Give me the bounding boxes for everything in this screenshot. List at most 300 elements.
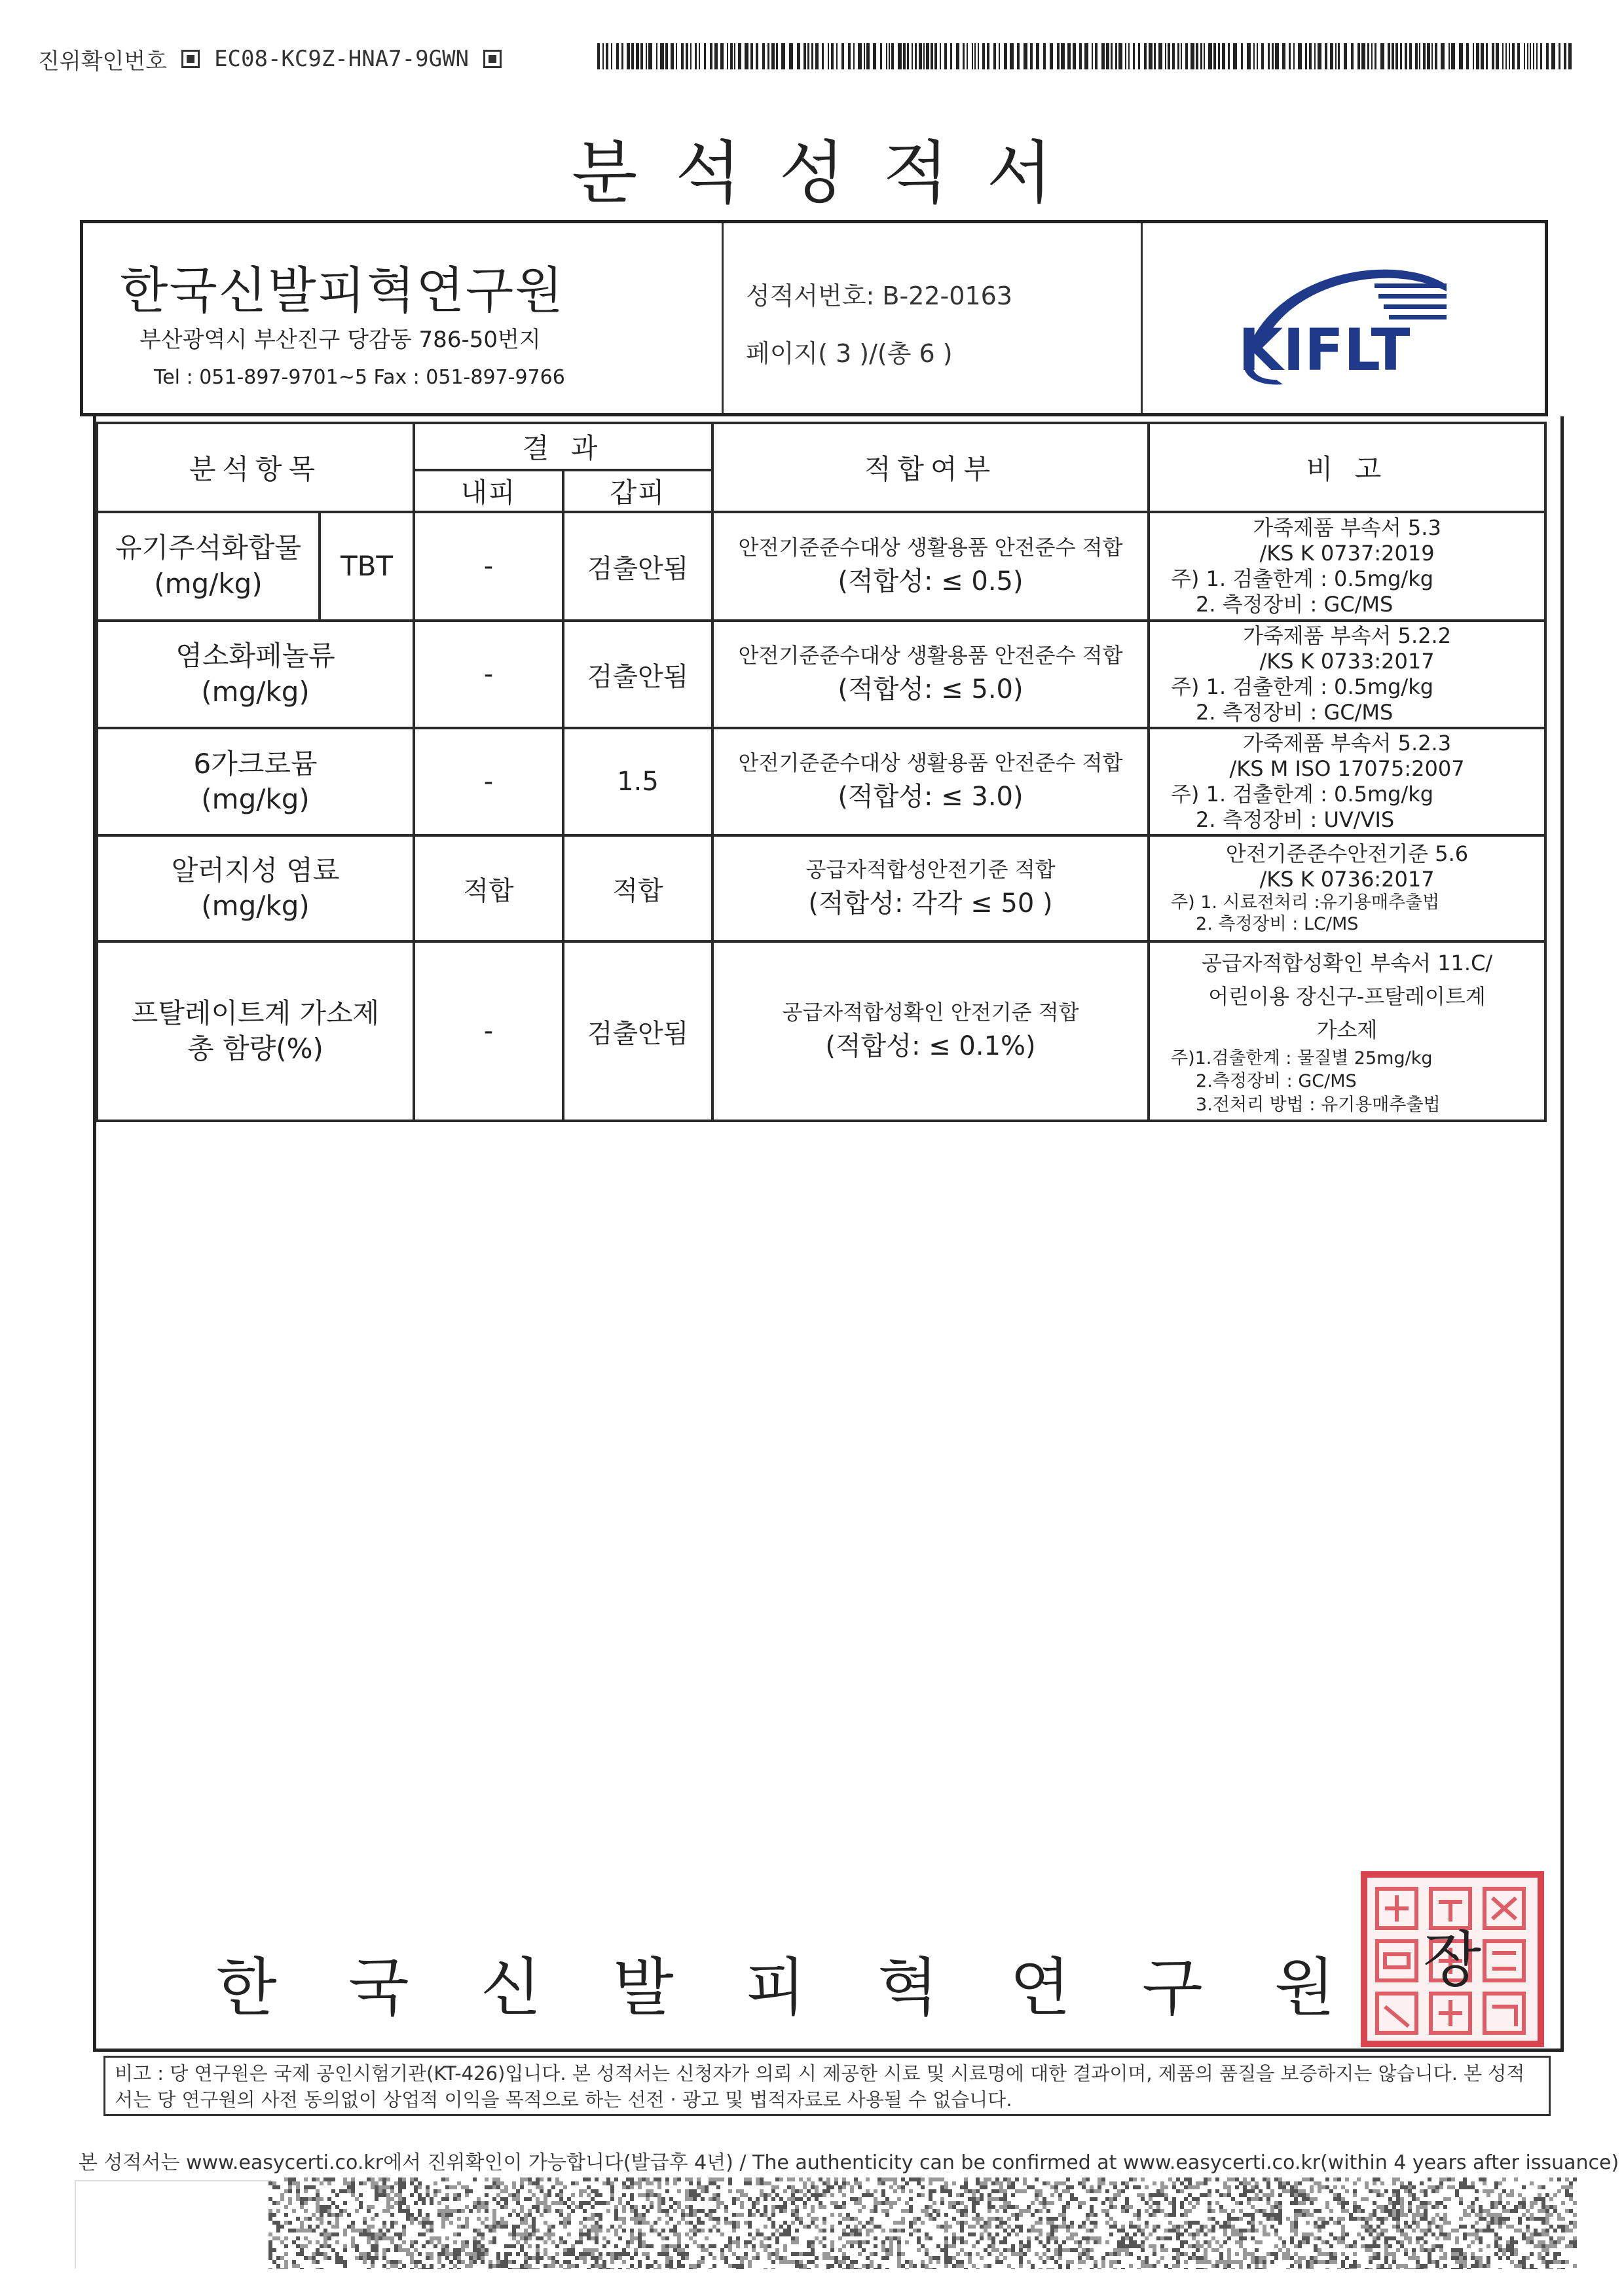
barcode-bar [903, 43, 906, 69]
institute-address: 부산광역시 부산진구 당감동 786-50번지 [139, 327, 541, 353]
barcode-bar [1392, 43, 1394, 69]
barcode-bar [898, 43, 902, 69]
barcode-bar [1092, 43, 1093, 69]
barcode-bar [738, 43, 741, 69]
barcode-bar [1067, 43, 1071, 69]
barcode-bar [1084, 43, 1088, 69]
results-table [96, 422, 1547, 1122]
barcode-bar [762, 43, 765, 69]
row-upper: 검출안됨 [563, 941, 712, 1121]
barcode-bar [886, 43, 887, 69]
signature-char: 연 [1010, 1951, 1071, 2024]
barcode-bar [1030, 43, 1033, 69]
row-item-text: 알러지성 염료 (mg/kg) [171, 854, 340, 922]
remark-line: 주) 1. 검출한계 : 0.5mg/kg [1171, 782, 1434, 807]
barcode-bar [967, 43, 968, 69]
barcode-bar [1036, 43, 1039, 69]
barcode-bar [1233, 43, 1237, 69]
barcode-bar [1261, 43, 1264, 69]
barcode-bar [1449, 43, 1450, 69]
row-item [97, 512, 320, 621]
barcode-bar [999, 43, 1000, 69]
barcode-bar [734, 43, 735, 69]
page-number: 페이지( 3 )/(총 6 ) [746, 339, 953, 368]
barcode-bar [912, 43, 913, 69]
barcode-bar [974, 43, 976, 69]
barcode-bar [710, 43, 712, 69]
barcode-bar [781, 43, 785, 69]
barcode-bar [1427, 43, 1430, 69]
barcode-bar [648, 43, 652, 69]
row-suitability [712, 728, 1149, 835]
barcode-bar [1344, 43, 1347, 69]
barcode-bar [640, 43, 643, 69]
remark-line: 주) 1. 검출한계 : 0.5mg/kg [1171, 566, 1434, 591]
barcode-bar [1158, 43, 1162, 69]
barcode-bar [822, 43, 824, 69]
remark-line: 주) 1. 시료전처리 :유기용매추출법 [1171, 892, 1440, 913]
disclaimer-note: 비고 : 당 연구원은 국제 공인시험기관(KT-426)입니다. 본 성적서는 신청자가 의뢰 시 제공한 시료 및 시료명에 대한 결과이며, 제품의 품질을 보증하지는 않습니다. 본 성적서는 당 연구원의 사전 동의없이 상업적 이익을 목적으로 하는 선전 · 광고 및 법적자료로 사용될 수 없습니다. [103, 2056, 1551, 2116]
barcode-bar [1371, 43, 1373, 69]
barcode-bar [831, 43, 834, 69]
row-item [97, 941, 414, 1121]
institute-block [83, 223, 724, 413]
authenticity-line: 본 성적서는 www.easycerti.co.kr에서 진위확인이 가능합니다(발급후 4년) / The authenticity can be confirmed at www.easycerti.co.kr(within 4 years after issuance) [79, 2151, 1619, 2174]
logo-text: KIFLT [1238, 316, 1411, 384]
header-result: 결 과 [414, 423, 712, 470]
barcode-bar [665, 43, 668, 69]
barcode-bar [836, 43, 838, 69]
barcode-bar [950, 43, 952, 69]
barcode-bar [660, 43, 664, 69]
signature-char: 발 [613, 1951, 674, 2024]
kiflt-logo [1224, 246, 1460, 396]
barcode-bar [972, 43, 973, 69]
barcode-bar [1530, 43, 1531, 69]
row-item [97, 728, 414, 835]
barcode-bar [1154, 43, 1156, 69]
barcode-bar [944, 43, 947, 69]
barcode-bar [1241, 43, 1243, 69]
barcode-bar [923, 43, 925, 69]
barcode-bar [993, 43, 996, 69]
barcode-bar [1272, 43, 1274, 69]
barcode-bar [1388, 43, 1390, 69]
verification-code: EC08-KC9Z-HNA7-9GWN [214, 46, 470, 72]
barcode-bar [1400, 43, 1402, 69]
barcode-bar [1559, 43, 1560, 69]
barcode-bar [627, 43, 630, 69]
row-suitability [712, 941, 1149, 1121]
barcode-bar [1318, 43, 1321, 69]
verification-line [38, 45, 516, 73]
certificate-number: 성적서번호: B-22-0163 [746, 282, 1012, 310]
barcode-bar [1357, 43, 1360, 69]
signature-char: 구 [1142, 1951, 1203, 2024]
row-upper: 1.5 [563, 728, 712, 835]
suitability-criterion: (적합성: ≤ 5.0) [838, 674, 1024, 705]
signature [216, 1938, 1407, 2028]
remark-line: 가소제 [1316, 1017, 1378, 1043]
barcode-bar [1533, 43, 1534, 69]
barcode-bar [771, 43, 775, 69]
barcode-bar [1546, 43, 1549, 69]
barcode-bar [1061, 43, 1065, 69]
signature-char: 피 [745, 1951, 806, 2024]
barcode-bar [1305, 43, 1307, 69]
barcode-bar [1004, 43, 1007, 69]
row-lining: 적합 [414, 835, 563, 941]
barcode-bar [616, 43, 619, 69]
signature-char: 국 [348, 1951, 409, 2024]
barcode-bar [750, 43, 753, 69]
table-row [97, 728, 1545, 835]
signature-char: 혁 [877, 1951, 938, 2024]
barcode-bar [1200, 43, 1202, 69]
barcode-bar [1133, 43, 1135, 69]
barcode-bar [1190, 43, 1194, 69]
barcode-bar [631, 43, 634, 69]
barcode-bar [956, 43, 959, 69]
remark-line: 가죽제품 부속서 5.2.3 [1242, 731, 1452, 756]
barcode-bar [704, 43, 706, 69]
barcode-bar [1149, 43, 1153, 69]
barcode-bar [767, 43, 769, 69]
barcode-bar [866, 43, 870, 69]
barcode-bar [1540, 43, 1542, 69]
barcode-bar [671, 43, 674, 69]
barcode-bar [1338, 43, 1340, 69]
barcode-bar [656, 43, 657, 69]
remark-line: /KS K 0736:2017 [1259, 867, 1435, 892]
header-box [80, 220, 1548, 416]
barcode-bar [1282, 43, 1285, 69]
barcode-bar [1405, 43, 1407, 69]
barcode-bar [907, 43, 909, 69]
square-icon [181, 50, 200, 68]
row-upper: 검출안됨 [563, 512, 712, 621]
barcode-bar [1435, 43, 1437, 69]
barcode-bar [1496, 43, 1499, 69]
remark-line: 공급자적합성확인 부속서 11.C/ [1201, 950, 1493, 975]
barcode-bar [676, 43, 677, 69]
barcode-bar [1536, 43, 1538, 69]
barcode-bar [1275, 43, 1279, 69]
suitability-criterion: (적합성: ≤ 0.1%) [825, 1031, 1036, 1062]
barcode-bar [695, 43, 697, 69]
barcode-bar [1172, 43, 1175, 69]
remark-line: 주) 1. 검출한계 : 0.5mg/kg [1171, 674, 1434, 700]
suitability-criterion: (적합성: 각각 ≤ 50 ) [808, 888, 1053, 919]
barcode-bar [611, 43, 612, 69]
verification-label: 진위확인번호 [38, 48, 168, 75]
logo-block [1143, 223, 1545, 413]
barcode-bar [690, 43, 692, 69]
barcode-bar [926, 43, 929, 69]
barcode-bar [776, 43, 778, 69]
row-suitability [712, 512, 1149, 621]
barcode-bar [797, 43, 800, 69]
security-pattern [268, 2178, 1577, 2269]
barcode-bar [686, 43, 688, 69]
suitability-criterion: (적합성: ≤ 3.0) [838, 782, 1024, 812]
suitability-text: 안전기준준수대상 생활용품 안전준수 적합 [738, 534, 1123, 560]
remark-line: /KS M ISO 17075:2007 [1229, 756, 1465, 782]
barcode-bar [803, 43, 806, 69]
row-item-text: 유기주석화합물 (mg/kg) [115, 532, 301, 600]
barcode-bar [1165, 43, 1166, 69]
institute-name: 한국신발피혁연구원 [120, 261, 564, 319]
barcode-bar [1208, 43, 1212, 69]
barcode-bar [1517, 43, 1520, 69]
barcode-bar [1375, 43, 1376, 69]
barcode-bar [636, 43, 639, 69]
row-lining: - [414, 941, 563, 1121]
barcode-bar [1024, 43, 1027, 69]
barcode-bar [1502, 43, 1504, 69]
barcode-bar [1395, 43, 1398, 69]
barcode-bar [1361, 43, 1365, 69]
barcode-bar [745, 43, 748, 69]
barcode-bar [1314, 43, 1316, 69]
barcode-bar [1043, 43, 1046, 69]
row-lining: - [414, 512, 563, 621]
barcode-bar [889, 43, 890, 69]
barcode-bar [1466, 43, 1469, 69]
barcode-bar [1380, 43, 1384, 69]
suitability-text: 공급자적합성확인 안전기준 적합 [782, 1000, 1079, 1025]
barcode-bar [815, 43, 819, 69]
barcode-bar [727, 43, 728, 69]
barcode-bar [699, 43, 700, 69]
barcode-bar [1115, 43, 1117, 69]
barcode-bar [1527, 43, 1528, 69]
barcode-bar [1481, 43, 1484, 69]
remark-line: 가죽제품 부속서 5.3 [1253, 515, 1441, 540]
header-upper: 갑피 [563, 470, 712, 512]
barcode-bar [915, 43, 917, 69]
barcode-bar [789, 43, 793, 69]
header-lining: 내피 [414, 470, 563, 512]
document-title: 분석성적서 [571, 133, 1091, 213]
signature-char: 한 [216, 1951, 277, 2024]
barcode-bar [1213, 43, 1216, 69]
barcode-bar [880, 43, 882, 69]
barcode-bar [1505, 43, 1507, 69]
barcode-bar [1419, 43, 1420, 69]
barcode-bar [807, 43, 809, 69]
remark-line: 주)1.검출한계 : 물질별 25mg/kg [1171, 1048, 1433, 1069]
barcode-bar [1057, 43, 1060, 69]
barcode-bar [1185, 43, 1188, 69]
suitability-text: 안전기준준수대상 생활용품 안전준수 적합 [738, 642, 1123, 668]
barcode-bar [982, 43, 985, 69]
square-icon [483, 50, 502, 68]
row-suitability [712, 835, 1149, 941]
suitability-text: 안전기준준수대상 생활용품 안전준수 적합 [738, 750, 1123, 775]
barcode-bar [1335, 43, 1337, 69]
remark-line: 3.전처리 방법 : 유기용매추출법 [1196, 1094, 1441, 1115]
barcode-bar [1144, 43, 1147, 69]
barcode-bar [1073, 43, 1076, 69]
barcode-bar [1512, 43, 1515, 69]
row-upper: 적합 [563, 835, 712, 941]
barcode-bar [1138, 43, 1140, 69]
barcode-bar [597, 43, 600, 69]
barcode-bar [919, 43, 922, 69]
barcode-bar [1177, 43, 1179, 69]
barcode-bar [1486, 43, 1488, 69]
barcode-bar [1551, 43, 1555, 69]
barcode-bar [1125, 43, 1126, 69]
signature-final-char: 장 [1423, 1925, 1481, 1995]
barcode-bar [1228, 43, 1230, 69]
barcode-bar [1218, 43, 1220, 69]
barcode-bar [756, 43, 758, 69]
barcode-bar [1298, 43, 1302, 69]
row-remark [1149, 835, 1545, 941]
barcode-bar [1473, 43, 1474, 69]
barcode-bar [1247, 43, 1251, 69]
barcode-bar [1222, 43, 1225, 69]
barcode-bar [1204, 43, 1205, 69]
remark-line: 2. 측정장비 : GC/MS [1196, 592, 1393, 617]
header-item: 분석항목 [97, 423, 414, 512]
row-remark [1149, 941, 1545, 1121]
row-remark [1149, 512, 1545, 621]
remark-line: 2.측정장비 : GC/MS [1196, 1071, 1357, 1092]
barcode-bar [1415, 43, 1418, 69]
barcode-bar [858, 43, 862, 69]
suitability-criterion: (적합성: ≤ 0.5) [838, 566, 1024, 597]
barcode-bar [1257, 43, 1258, 69]
barcode-bar [1459, 43, 1463, 69]
remark-line: 안전기준준수안전기준 5.6 [1225, 841, 1469, 867]
barcode-bar [1111, 43, 1113, 69]
barcode-bar [987, 43, 989, 69]
certificate-block [724, 223, 1143, 413]
table-row [97, 941, 1545, 1121]
barcode-bar [1568, 43, 1572, 69]
remark-line: 어린이용 장신구-프탈레이트계 [1208, 984, 1486, 1010]
barcode-bar [1289, 43, 1291, 69]
barcode-bar [864, 43, 865, 69]
remark-line: 2. 측정장비 : LC/MS [1196, 914, 1359, 935]
barcode-bar [1524, 43, 1525, 69]
row-item [97, 835, 414, 941]
barcode-bar [1325, 43, 1327, 69]
barcode-bar [811, 43, 813, 69]
barcode-bar [1431, 43, 1433, 69]
barcode-bar [1293, 43, 1295, 69]
barcode-bar [1095, 43, 1098, 69]
barcode-bar [1423, 43, 1426, 69]
barcode-bar [1050, 43, 1053, 69]
table-row [97, 621, 1545, 728]
barcode-bar [963, 43, 965, 69]
barcode-bar [873, 43, 876, 69]
barcode-bar [1268, 43, 1270, 69]
barcode-bar [1106, 43, 1109, 69]
table-row [97, 512, 1545, 621]
barcode-bar [978, 43, 979, 69]
barcode-bar [934, 43, 937, 69]
barcode-bar [1367, 43, 1369, 69]
barcode-bar [720, 43, 724, 69]
barcode-bar [646, 43, 647, 69]
scan-corner [75, 2180, 271, 2269]
barcode-bar [1168, 43, 1170, 69]
barcode-bar [1118, 43, 1122, 69]
remark-line: 2. 측정장비 : UV/VIS [1196, 807, 1395, 833]
remark-line: /KS K 0733:2017 [1259, 649, 1435, 674]
row-upper: 검출안됨 [563, 621, 712, 728]
barcode-bar [848, 43, 851, 69]
row-item-text: 염소화페놀류 (mg/kg) [175, 640, 335, 708]
barcode-bar [1476, 43, 1479, 69]
barcode-bar [1101, 43, 1105, 69]
remark-line: /KS K 0737:2019 [1259, 540, 1435, 566]
barcode-bar [853, 43, 855, 69]
barcode-bar [1079, 43, 1082, 69]
header-remark: 비 고 [1149, 423, 1545, 512]
row-lining: - [414, 728, 563, 835]
institute-contact: Tel : 051-897-9701~5 Fax : 051-897-9766 [154, 366, 565, 389]
barcode-bar [602, 43, 604, 69]
row-item-text: 프탈레이트계 가소제 총 함량(%) [131, 996, 380, 1065]
barcode-bar [1309, 43, 1312, 69]
remark-line: 2. 측정장비 : GC/MS [1196, 700, 1393, 725]
barcode-bar [1010, 43, 1014, 69]
barcode-bar [828, 43, 829, 69]
barcode-bar [891, 43, 894, 69]
barcode-bar [1409, 43, 1412, 69]
signature-char: 신 [481, 1951, 542, 2024]
barcode-bar [1441, 43, 1445, 69]
barcode-bar [940, 43, 941, 69]
row-suitability [712, 621, 1149, 728]
barcode-bar [606, 43, 608, 69]
header-suitability: 적합여부 [712, 423, 1149, 512]
barcode [597, 43, 1573, 69]
barcode-bar [1492, 43, 1494, 69]
barcode-bar [1196, 43, 1198, 69]
signature-char: 원 [1274, 1951, 1335, 2024]
barcode-bar [1253, 43, 1255, 69]
row-item [97, 621, 414, 728]
official-seal [1359, 1869, 1546, 2049]
barcode-bar [1351, 43, 1354, 69]
barcode-bar [681, 43, 684, 69]
row-remark [1149, 621, 1545, 728]
barcode-bar [931, 43, 933, 69]
row-item-text: 6가크로뮴 (mg/kg) [193, 747, 318, 816]
barcode-bar [1017, 43, 1020, 69]
row-remark [1149, 728, 1545, 835]
barcode-bar [621, 43, 623, 69]
barcode-bar [714, 43, 718, 69]
barcode-bar [1509, 43, 1510, 69]
row-lining: - [414, 621, 563, 728]
barcode-bar [1128, 43, 1130, 69]
barcode-bar [1451, 43, 1455, 69]
barcode-bar [1181, 43, 1182, 69]
barcode-bar [1564, 43, 1566, 69]
barcode-bar [730, 43, 733, 69]
table-row [97, 835, 1545, 941]
row-sub: TBT [320, 512, 414, 621]
remark-line: 가죽제품 부속서 5.2.2 [1242, 623, 1452, 648]
